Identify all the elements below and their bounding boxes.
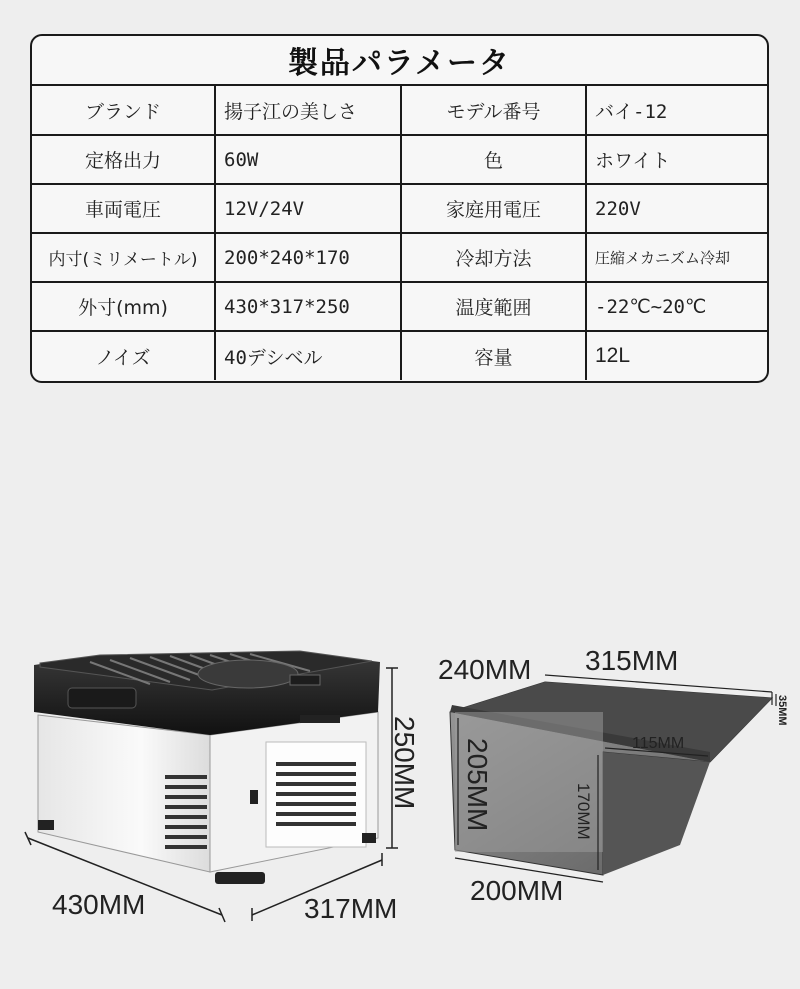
spec-value: 200*240*170 xyxy=(215,233,401,282)
spec-value: 揚子江の美しさ xyxy=(215,86,401,135)
spec-label: 車両電圧 xyxy=(32,184,215,233)
outer-length-label: 430MM xyxy=(52,889,146,920)
outer-height-label: 250MM xyxy=(389,716,420,810)
spec-value: 220V xyxy=(586,184,767,233)
spec-value: バイ-12 xyxy=(586,86,767,135)
inner-step-height-label: 170MM xyxy=(574,783,593,840)
spec-row xyxy=(32,233,767,282)
spec-label: 冷却方法 xyxy=(401,233,586,282)
spec-value: 12V/24V xyxy=(215,184,401,233)
outer-width-label: 317MM xyxy=(304,893,398,924)
spec-value: 40デシベル xyxy=(215,331,401,380)
spec-row xyxy=(32,282,767,331)
spec-label: 外寸(mm) xyxy=(32,282,215,331)
inner-height-label: 205MM xyxy=(462,738,493,832)
spec-label: 家庭用電圧 xyxy=(401,184,586,233)
spec-value: 430*317*250 xyxy=(215,282,401,331)
inner-cavity-diagram xyxy=(450,682,772,875)
spec-label: モデル番号 xyxy=(401,86,586,135)
spec-row xyxy=(32,331,767,380)
spec-label: ノイズ xyxy=(32,331,215,380)
spec-table xyxy=(32,86,767,380)
spec-value: 圧縮メカニズム冷却 xyxy=(586,233,767,282)
inner-top-length-label: 315MM xyxy=(585,645,679,676)
inner-step-length-label: 115MM xyxy=(632,735,685,752)
spec-value: -22℃~20℃ xyxy=(586,282,767,331)
spec-row xyxy=(32,184,767,233)
spec-label: 色 xyxy=(401,135,586,184)
spec-table-card xyxy=(30,34,769,383)
inner-top-thickness-label: 35MM xyxy=(776,695,788,726)
inner-depth-label: 240MM xyxy=(438,654,532,685)
spec-value: 12L xyxy=(586,331,767,380)
fridge-illustration xyxy=(34,651,380,884)
inner-bottom-length-label: 200MM xyxy=(470,875,564,906)
spec-row xyxy=(32,86,767,135)
spec-value: 60W xyxy=(215,135,401,184)
dimension-drawing xyxy=(0,600,800,989)
spec-value: ホワイト xyxy=(586,135,767,184)
spec-row xyxy=(32,135,767,184)
spec-label: 内寸(ミリメートル) xyxy=(32,233,215,282)
spec-label: 温度範囲 xyxy=(401,282,586,331)
spec-label: 定格出力 xyxy=(32,135,215,184)
spec-label: ブランド xyxy=(32,86,215,135)
spec-title: 製品パラメータ xyxy=(32,36,767,86)
spec-label: 容量 xyxy=(401,331,586,380)
